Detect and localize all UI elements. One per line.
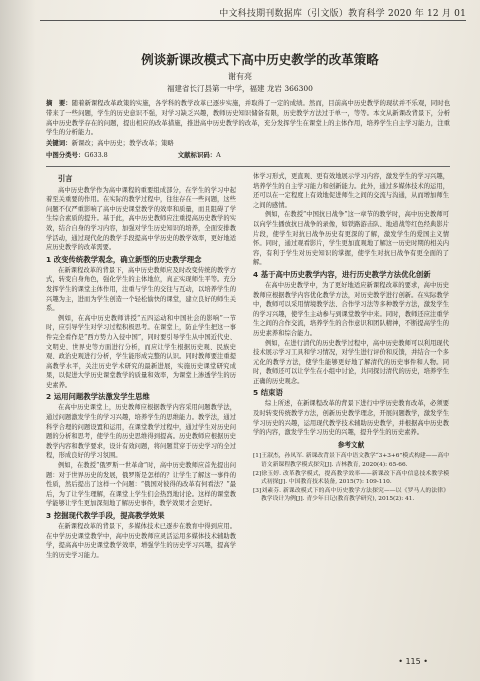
intro-heading: 引言 [58, 174, 73, 183]
right-column [253, 172, 449, 504]
classification-row [46, 151, 450, 160]
paragraph: 综上所述，在新课程改革的背景下进行中学历史教育改革，必须要及时转变传统教学方法，创新历史教学理念，开展问题教学，激发学生学习历史的兴趣，运用现代教学技术辅助历史教学，并根据高中历史教学的内容，激发学生学习历史的兴趣，提升学生的历史素养。 [253, 400, 449, 437]
paragraph: 在高中历史教学中，为了更好地适应新课程改革的要求，高中历史教师应根据教学内容优化教学方法，对历史教学进行创新。在实际教学中，教师可以采用情境教学法、合作学习法等多种教学方法，激发学生的学习兴趣，使学生主动参与到课堂教学中来。同时，教师还应注重学生之间的合作交流，培养学生的合作意识和团队精神，不断提高学生的历史素养和综合能力。 [253, 281, 449, 337]
abstract [46, 99, 450, 138]
abstract-separator [46, 166, 450, 167]
reference-item: [2]徐玉婷. 改革教学模式，提高教学效率——新课改下高中信息技术教学模式初探[J]. 中国教育技术装备, 2015(7): 109-110. [253, 470, 449, 486]
doc-code-field [178, 151, 255, 159]
clc-value: G633.8 [84, 151, 108, 159]
paragraph: 在新课程改革的背景下，多媒体技术已逐步在教育中得到应用。在中学历史课堂教学中，高中历史教师应灵活运用多媒体技术辅助教学，提高高中历史课堂教学效率，增强学生的历史学习兴趣，提高学生的历史学习能力。 [46, 523, 236, 559]
keywords-label: 关键词： [46, 139, 72, 147]
clc-label: 中图分类号： [46, 151, 85, 159]
reference-item: [1]王淑杰，孙凤军. 新课改背景下高中语文教学“3+3+6”模式构建——高中语文新课程教学模式探究[J]. 吉林教育, 2020(4): 65-66. [253, 453, 449, 469]
abstract-label: 摘 要： [46, 99, 72, 107]
paragraph: 例如，在进行清代的历史教学过程中，高中历史教师可以利用现代技术展示学习工具和学习情况，对学生进行评价和反馈，并结合一个多元化的教学方法，使学生能够更好地了解清代的历史事件和人物。同时，教师还可以让学生在小组中讨论，共同探讨清代的历史，培养学生正确的历史观念。 [253, 339, 449, 385]
paragraph: 例如，在教授“俄罗斯一世革命”时，高中历史教师应首先提出问题：对于世界历史的发展，俄罗斯是怎样的？让学生了解这一事件的性质，然后提出了这样一个问题：“俄国对彼得的改革有何看法？”最后，为了让学生理解，在课堂上学生们会热烈地讨论。这样的课堂教学能够让学生更加深刻地了解历史事件，教学效果才会更好。 [46, 462, 236, 508]
section-heading-3: 3 挖掘现代教学手段，提高教学效果 [46, 511, 165, 520]
section-heading-1: 1 改变传统教学观念，确立新型的历史教学理念 [46, 254, 202, 264]
keywords [46, 139, 450, 148]
doc-code-value: A [216, 151, 221, 159]
page-gutter-shadow [0, 0, 36, 681]
paragraph: 体学习形式，更直观、更有效地展示学习内容，激发学生的学习兴趣，培养学生的自主学习能力和创新能力。此外，通过多媒体技术的运用，还可以在一定程度上有效地促进师生之间的交流与沟通，从而增加师生之间的感情。 [253, 173, 449, 209]
article-author: 谢有亮 [228, 72, 252, 81]
section-heading-5: 5 结束语 [253, 388, 283, 398]
page-number: • 115 • [398, 657, 428, 666]
references-title: 参考文献 [337, 440, 365, 449]
abstract-text: 随着新课程改革政策的实施，各学科的教学改革已逐步实施，并取得了一定的成绩。然而，目前高中历史教学的现状并不乐观，同时也带来了一些问题，学生的历史意识不强，对学习缺乏兴趣，教师历史知识储备有限，历史教学方法过于单一，等等。本文从新课改背景下，分析高中历史教学存在的问题，提出相应的改革措施，推进高中历史教学的改革，充分发挥学生在课堂上的主体作用，培养学生自主学习能力，注重学生的分析能力。 [46, 99, 451, 137]
article-title: 例谈新课改模式下高中历史教学的改革策略 [141, 52, 379, 67]
section-heading-4: 4 基于高中历史教学内容，进行历史教学方法优化创新 [253, 269, 431, 279]
section-heading-2: 2 运用问题教学法激发学生思维 [46, 392, 150, 402]
paragraph: 在新课程改革的背景下，高中历史教师应及时改变传统的教学方式，转变自身角色，强化学生的主体地位，真正实现师生平等。充分发挥学生的课堂主体作用，注重与学生的交往与互动，以培养学生的兴趣为主，进而为学生创造一个轻松愉快的课堂，建立良好的师生关系。 [46, 266, 236, 313]
reference-item: [3]刘素芬. 新课改模式下的高中历史教学方法探究——以《罗马人的法律》教学设计为例[J]. 青少年日记(教育教学研究), 2015(2): 41. [253, 487, 449, 503]
paragraph: 例如，在教授“中国抗日战争”这一章节的教学时，高中历史教师可以向学生播放抗日战争的录像，如铁路游击队、地道战等红色经典影片片段，使学生对抗日战争历史有更深的了解，激发学生的爱国主义情怀。同时，通过观看影片，学生更加直观地了解这一历史时期的相关内容，有利于学生对历史知识的掌握，使学生对抗日战争有更全面的了解。 [253, 211, 449, 267]
paragraph: 例如，在高中历史教师讲授“五四运动和中国社会的影响”一节时，应引导学生对学习过程积极思考。在课堂上，防止学生把这一事件完全看作是“西方势力入侵中国”，同时要引导学生从中国近代史、文明史、世界史等方面进行分析，而应让学生根据历史观、民族史观、政治史观进行分析，学生能形成完整的认识。同时教师要注重提高教学水平，关注历史学术研究的最新进展，实施历史课堂研究成果，以促进大学历史课堂教学的质量和效率，为课堂上渗透学生的历史素养。 [46, 314, 236, 389]
doc-code-label: 文献标识码： [177, 151, 217, 159]
paragraph: 高中历史教学作为高中课程的重要组成部分，在学生的学习中起着至关重要的作用。在实际的教学过程中，往往存在一些问题，这些问题不仅严重影响了高中历史课堂教学的效率和质量，而且阻碍了学生综合素质的提升。基于此，高中历史教师应注重提高历史教学的实效，结合自身的学习内容，加强对学生历史知识的培养，全面安排教学活动，通过现代化的教学手段提高中学历史的教学效率，更好地适应历史教学的改革需要。 [46, 186, 236, 252]
journal-header: 中文科技期刊数据库（引文版）教育科学 2020 年 12 月 01 [219, 9, 466, 19]
references-list [253, 452, 449, 504]
header-rule [40, 20, 466, 21]
left-column [46, 172, 236, 560]
clc-field [46, 151, 142, 159]
paragraph: 在高中历史课堂上，历史教师应根据教学内容采用问题教学法，通过问题激发学生的学习兴趣，培养学生的思维能力。教学法，通过科学合理的问题设置和运用，在课堂教学过程中，通过学生对历史问题的分析和思考，使学生的历史思维得到提高。历史教师应根据历史教学内容和教学要求，设计有效问题，将问题贯穿于历史学习的全过程，形成良好的学习氛围。 [46, 404, 236, 460]
author-affiliation: 福建省长汀县第一中学，福建 龙岩 366300 [167, 84, 313, 93]
keywords-text: 新课改；高中历史；教学改革；策略 [71, 139, 174, 147]
